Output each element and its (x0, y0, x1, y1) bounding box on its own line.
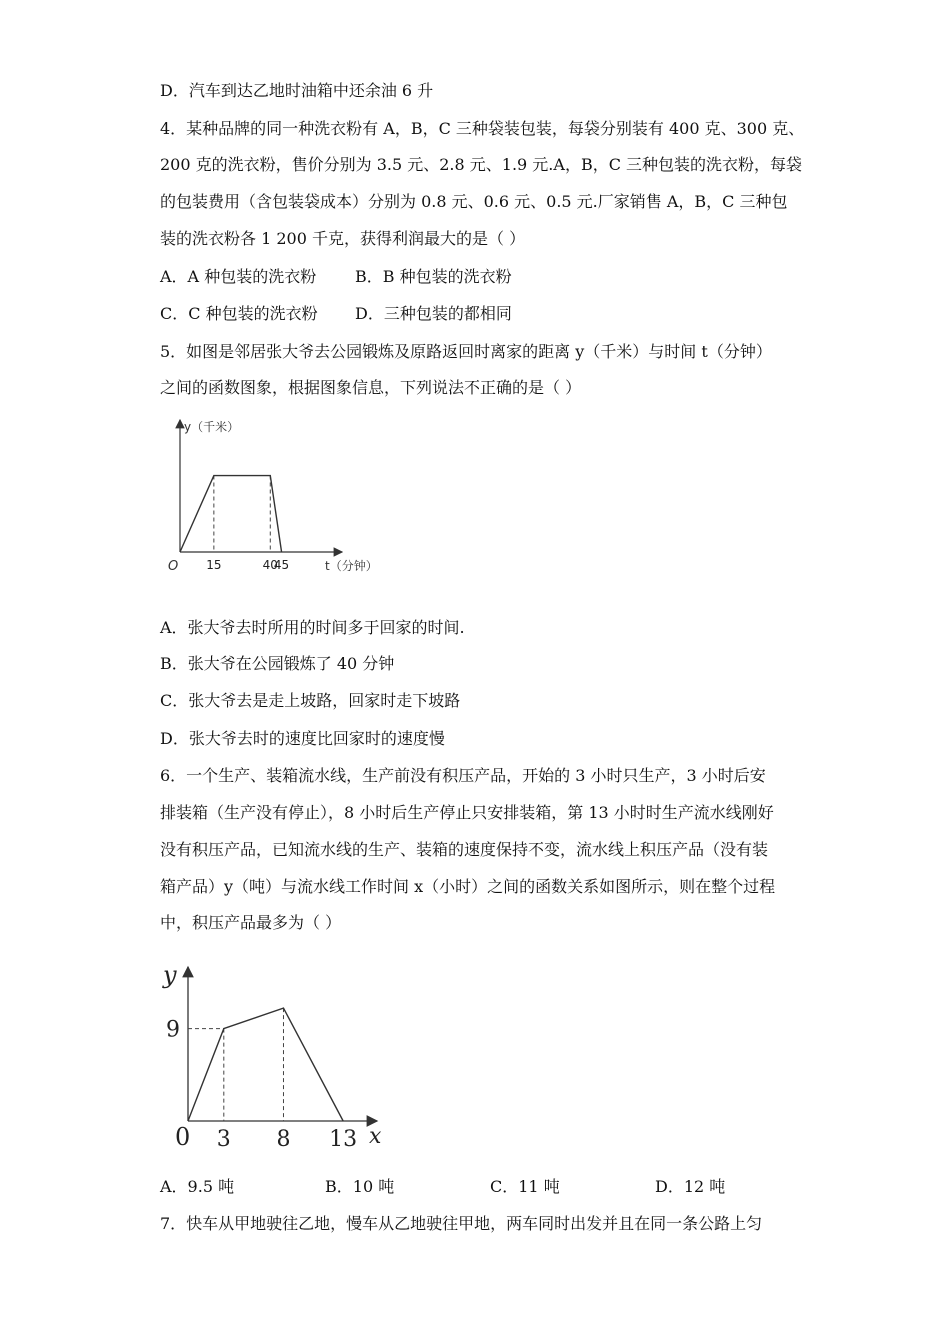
y-axis-label: y（千米） (184, 420, 240, 434)
question-5-option-d: D．张大爷去时的速度比回家时的速度慢 (160, 729, 445, 748)
question-6-line-2: 排装箱（生产没有停止），8 小时后生产停止只安排装箱，第 13 小时时生产流水线刚好 (160, 803, 774, 822)
text-line: D．汽车到达乙地时油箱中还余油 6 升 (160, 81, 434, 100)
backlog-chart (155, 955, 395, 1155)
question-5-line-2: 之间的函数图象，根据图象信息，下列说法不正确的是（ ） (160, 378, 582, 397)
question-4-line-4: 装的洗衣粉各 1 200 千克，获得利润最大的是（ ） (160, 229, 526, 248)
origin-label: O (168, 559, 179, 574)
x-axis-label: t（分钟） (325, 559, 378, 573)
question-6-option-d: D．12 吨 (655, 1177, 726, 1196)
question-6-option-c: C．11 吨 (490, 1177, 560, 1196)
x-tick-label: 40 (262, 558, 278, 572)
question-4-line-1: 4．某种品牌的同一种洗衣粉有 A，B，C 三种袋装包装，每袋分别装有 400 克、300 克、 (160, 119, 805, 138)
x-tick-label: 8 (276, 1127, 291, 1152)
question-6-line-3: 没有积压产品，已知流水线的生产、装箱的速度保持不变，流水线上积压产品（没有装 (160, 840, 769, 859)
question-4-line-2: 200 克的洗衣粉，售价分别为 3.5 元、2.8 元、1.9 元.A，B，C 三种包装的洗衣粉，每袋 (160, 155, 803, 174)
x-axis-label: x (369, 1124, 382, 1149)
series-line (188, 1008, 343, 1121)
question-4-option-b: B．B 种包装的洗衣粉 (355, 267, 512, 286)
question-4-line-3: 的包装费用（含包装袋成本）分别为 0.8 元、0.6 元、0.5 元.厂家销售 A，B，C 三种包 (160, 192, 788, 211)
question-6-option-b: B．10 吨 (325, 1177, 395, 1196)
question-6-option-a: A．9.5 吨 (160, 1177, 235, 1196)
origin-label: 0 (175, 1123, 191, 1151)
question-4-option-c: C．C 种包装的洗衣粉 (160, 304, 318, 323)
question-4-option-d: D．三种包装的都相同 (355, 304, 512, 323)
question-7-line-1: 7．快车从甲地驶往乙地，慢车从乙地驶往甲地，两车同时出发并且在同一条公路上匀 (160, 1214, 763, 1233)
y-axis-label: y (163, 961, 177, 989)
question-4-option-a: A．A 种包装的洗衣粉 (160, 267, 317, 286)
question-5-line-1: 5．如图是邻居张大爷去公园锻炼及原路返回时离家的距离 y（千米）与时间 t（分钟） (160, 342, 772, 361)
distance-time-chart (160, 410, 400, 585)
y-tick-label: 9 (166, 1017, 180, 1043)
x-tick-label: 3 (216, 1127, 231, 1152)
question-6-line-5: 中，积压产品最多为（ ） (160, 913, 342, 932)
x-tick-label: 13 (329, 1127, 358, 1152)
question-6-line-1: 6．一个生产、装箱流水线，生产前没有积压产品，开始的 3 小时只生产，3 小时后安 (160, 766, 766, 785)
question-5-option-b: B．张大爷在公园锻炼了 40 分钟 (160, 654, 395, 673)
series-line (180, 476, 282, 552)
x-tick-label: 15 (206, 558, 222, 572)
question-5-option-c: C．张大爷去是走上坡路，回家时走下坡路 (160, 691, 461, 710)
question-5-option-a: A．张大爷去时所用的时间多于回家的时间. (160, 618, 465, 637)
question-6-line-4: 箱产品）y（吨）与流水线工作时间 x（小时）之间的函数关系如图所示，则在整个过程 (160, 877, 776, 896)
x-tick-label: 45 (273, 558, 290, 572)
